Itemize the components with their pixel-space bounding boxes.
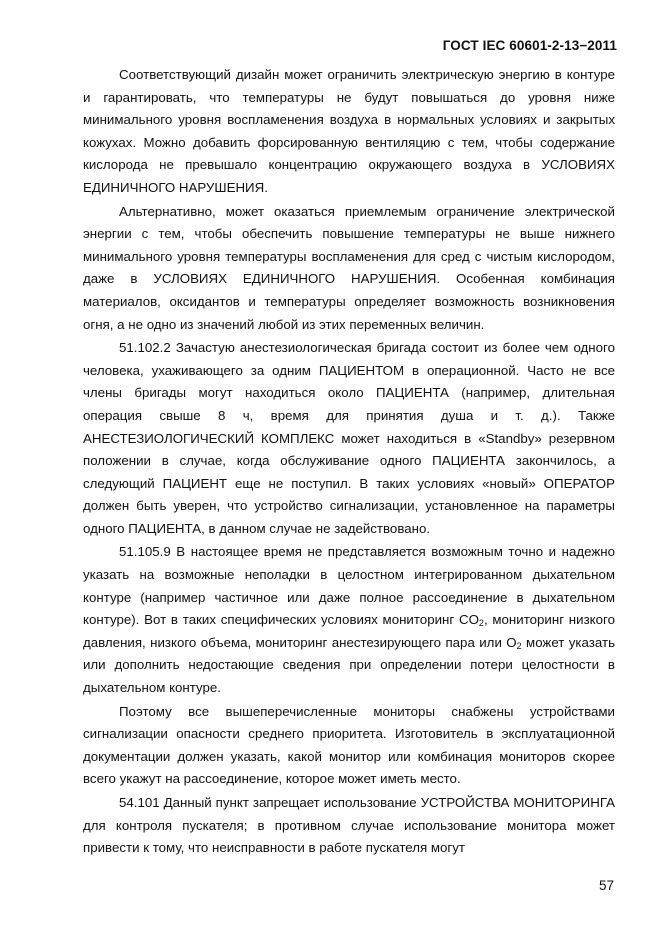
paragraph-alternative: Альтернативно, может оказаться приемлемым ограничение электрической энергии с тем, чтобы обеспечить повышение температуры не выше нижнего минимального уровня температуры воспламенения для сред с чистым кислородом, даже в УСЛОВИЯХ ЕДИНИЧНОГО НАРУШЕНИЯ. Особенная комбинация материалов, оксидантов и температуры определяет возможность возникновения огня, а не одно из значений любой из этих переменных величин. bbox=[83, 203, 615, 332]
paragraph-51-102-2: 51.102.2 Зачастую анестезиологическая бригада состоит из более чем одного человека, ухаживающего за одним ПАЦИЕНТОМ в операционной. Часто не все члены бригады могут находиться около ПАЦИЕНТА (например, длительная операция свыше 8 ч, время для принятия душа и т. д.). Также АНЕСТЕЗИОЛОГИЧЕСКИЙ КОМПЛЕКС может находиться в «Standby» резервном положении в случае, когда обслуживание одного ПАЦИЕНТА закончилось, а следующий ПАЦИЕНТ еще не поступил. В таких условиях «новый» ОПЕРАТОР должен быть уверен, что устройство сигнализации, установленное на параметры одного ПАЦИЕНТА, в данном случае не задействовано. bbox=[83, 340, 615, 536]
paragraph-51-105-9 bbox=[83, 541, 615, 699]
body-text bbox=[83, 64, 615, 861]
paragraph-design: Соответствующий дизайн может ограничить электрическую энергию в контуре и гарантировать, что температуры не будут повышаться до уровня ниже минимального уровня воспламенения воздуха в нормальных условиях и закрытых кожухах. Можно добавить форсированную вентиляцию с тем, чтобы содержание кислорода не превышало концентрацию окружающего воздуха в УСЛОВИЯХ ЕДИНИЧНОГО НАРУШЕНИЯ. bbox=[83, 67, 615, 195]
co2-subscript: 2 bbox=[478, 618, 484, 629]
para4-text-1: 51.105.9 В настоящее время не представляется возможным точно и надежно указать на возможные неполадки в целостном интегрированном дыхательном контуре (например частичное или даже полное рассоединение в дыхательном контуре). Вот в таких специфических условиях мониторинг CO bbox=[83, 544, 615, 628]
paragraph-monitors: Поэтому все вышеперечисленные мониторы снабжены устройствами сигнализации опасности среднего приоритета. Изготовитель в эксплуатационной документации должен указать, какой монитор или комбинация мониторов скорее всего укажут на рассоединение, которое может иметь место. bbox=[83, 703, 615, 787]
standard-header: ГОСТ IEC 60601-2-13−2011 bbox=[442, 38, 617, 53]
page-number: 57 bbox=[598, 878, 614, 893]
paragraph-54-101: 54.101 Данный пункт запрещает использование УСТРОЙСТВА МОНИТОРИНГА для контроля пускателя; в противном случае использование монитора может привести к тому, что неисправности в работе пускателя могут bbox=[83, 795, 615, 856]
para4-text-3: может указать или дополнить недостающие сведения при определении потери целостности в дыхательном контуре. bbox=[83, 634, 615, 696]
o2-subscript: 2 bbox=[516, 640, 522, 651]
para4-text-2: , мониторинг низкого давления, низкого объема, мониторинг анестезирующего пара или O bbox=[83, 612, 615, 650]
